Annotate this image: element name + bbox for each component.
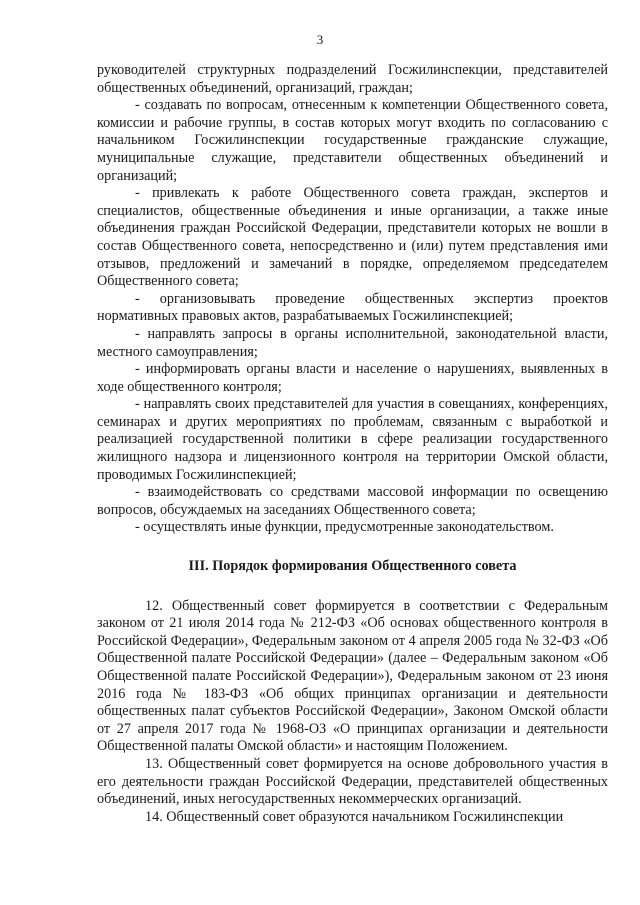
paragraph-item-send-representatives: - направлять своих представителей для участия в совещаниях, конференциях, семинарах и других мероприятиях по проблемам, связанным с выработкой и реализацией государственной политики в сфере реализации государственного жилищного надзора и лицензионного контроля на территории Омской области, проводимых Госжилинспекцией; <box>97 396 608 483</box>
paragraph-item-organize-expertise: - организовывать проведение общественных экспертиз проектов нормативных правовых актов, разрабатываемых Госжилинспекцией; <box>97 290 608 325</box>
paragraph-item-involve-citizens: - привлекать к работе Общественного совета граждан, экспертов и специалистов, общественные объединения и иные организации, а также иные объединения граждан Российской Федерации, представители которых не вошли в состав Общественного совета, непосредственно и (или) путем представления ими отзывов, предложений и замечаний в порядке, определяемом председателем Общественного совета; <box>97 185 608 290</box>
page-number: 3 <box>316 32 324 47</box>
paragraph-item-other-functions: - осуществлять иные функции, предусмотренные законодательством. <box>135 519 554 536</box>
paragraph-12: 12. Общественный совет формируется в соответствии с Федеральным законом от 21 июля 2014 года № 212-ФЗ «Об основах общественного контроля в Российской Федерации», Федеральным законом от 4 апреля 2005 года № 32-ФЗ «Об Общественной палате Российской Федерации» (далее – Федеральным законом «Об Общественной палате Российской Федерации»), Федеральным законом от 23 июня 2016 года № 183-ФЗ «Об общих принципах организации и деятельности общественных палат субъектов Российской Федерации», Законом Омской области от 27 апреля 2017 года № 1968-ОЗ «О принципах организации и деятельности Общественной палаты Омской области» и настоящим Положением. <box>97 597 608 755</box>
paragraph-item-inform-authorities: - информировать органы власти и население о нарушениях, выявленных в ходе общественного контроля; <box>97 361 608 395</box>
document-body <box>97 62 608 826</box>
paragraph-continuation: руководителей структурных подразделений Госжилинспекции, представителей общественных объединений, организаций, граждан; <box>97 62 608 96</box>
paragraph-item-send-requests: - направлять запросы в органы исполнительной, законодательной власти, местного самоуправления; <box>97 325 608 360</box>
section-heading: III. Порядок формирования Общественного совета <box>188 558 517 575</box>
paragraph-item-interact-media: - взаимодействовать со средствами массовой информации по освещению вопросов, обсуждаемых на заседаниях Общественного совета; <box>97 484 608 518</box>
paragraph-item-create-commissions: - создавать по вопросам, отнесенным к компетенции Общественного совета, комиссии и рабочие группы, в состав которых могут входить по согласованию с начальником Госжилинспекции государственные гражданские служащие, муниципальные служащие, представители общественных объединений и организаций; <box>97 97 608 184</box>
paragraph-13: 13. Общественный совет формируется на основе добровольного участия в его деятельности граждан Российской Федерации, представителей общественных объединений, иных негосударственных некоммерческих организаций. <box>97 755 608 808</box>
paragraph-14: 14. Общественный совет образуются начальником Госжилинспекции <box>145 808 564 825</box>
